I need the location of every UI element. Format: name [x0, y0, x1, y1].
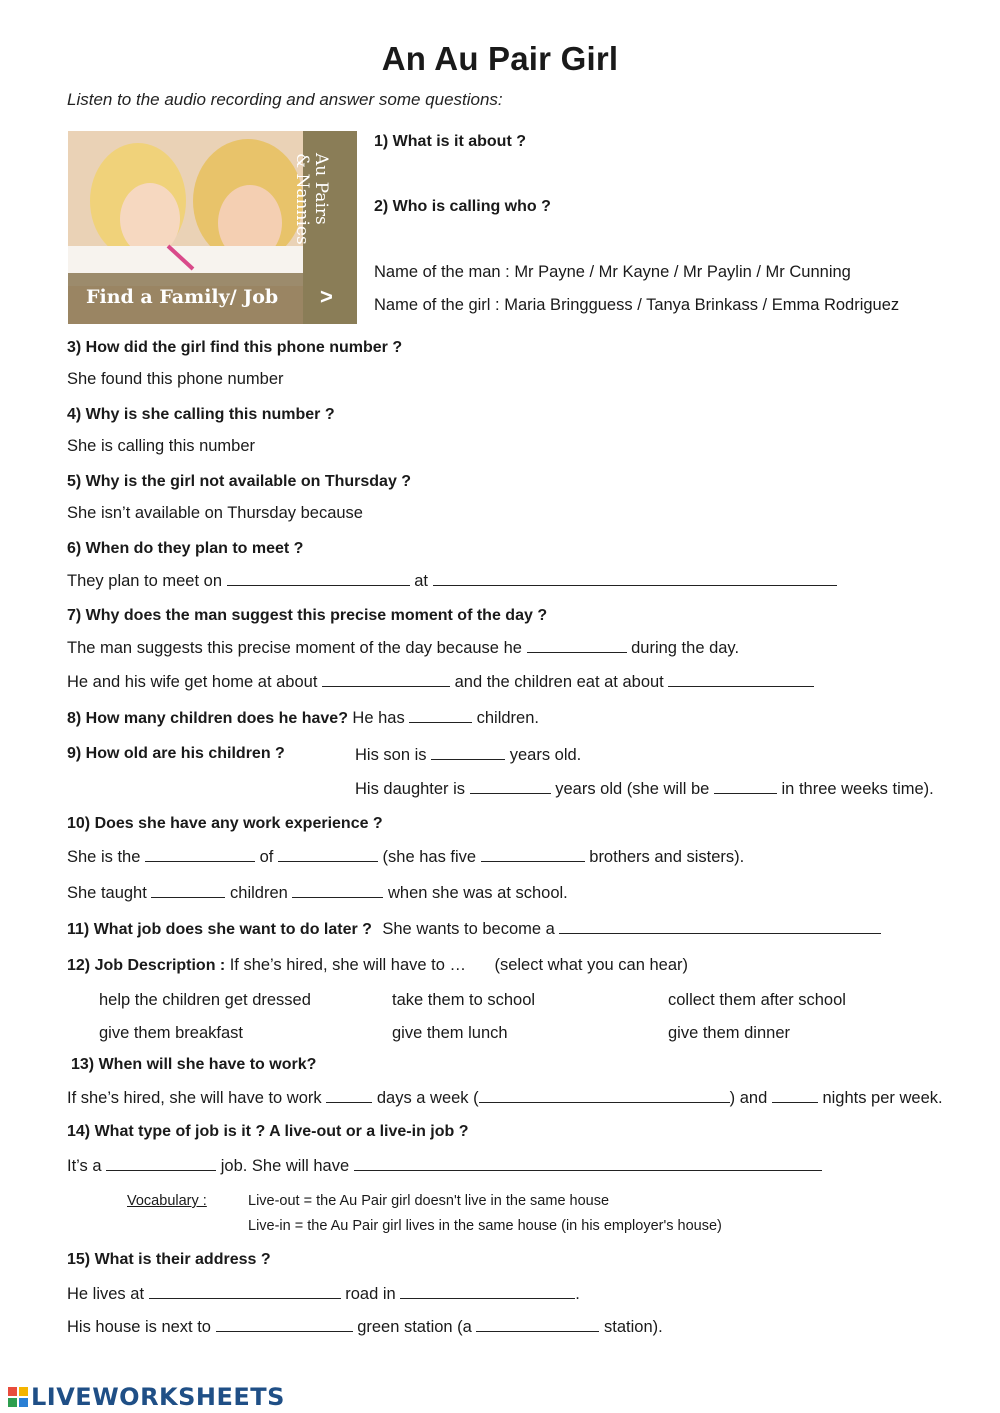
question-8: 8) How many children does he have? [67, 710, 348, 727]
work-days-detail-blank[interactable] [479, 1088, 730, 1103]
answer-15-line-1 [67, 1284, 580, 1304]
answer-10-line-1 [67, 847, 744, 867]
road-name-blank[interactable] [149, 1284, 341, 1299]
question-12-note: (select what you can hear) [494, 956, 688, 974]
side-text-line2: & Nannies [292, 153, 312, 245]
question-13: 13) When will she have to work? [71, 1056, 317, 1073]
answer-15-text-4: His house is next to [67, 1318, 211, 1336]
question-1: 1) What is it about ? [374, 133, 526, 150]
question-12-rest: If she’s hired, she will have to … [229, 956, 467, 974]
answer-4: She is calling this number [67, 437, 256, 455]
answer-10-text-2: of [259, 848, 274, 866]
answer-9-text-2: years old. [509, 746, 582, 764]
answer-13-text-3: ) and [729, 1089, 768, 1107]
option-collect[interactable]: collect them after school [668, 991, 846, 1009]
dinner-time-blank[interactable] [668, 672, 814, 687]
son-age-blank[interactable] [431, 745, 505, 760]
au-pair-photo [68, 131, 357, 324]
answer-10-text-5: She taught [67, 884, 147, 902]
answer-13-text-4: nights per week. [822, 1089, 943, 1107]
daughter-age-blank[interactable] [470, 779, 551, 794]
au-pairs-nannies-label [292, 153, 330, 245]
answer-6-text-1: They plan to meet on [67, 572, 223, 590]
answer-7-text-1: The man suggests this precise moment of the day because he [67, 639, 522, 657]
question-12: 12) Job Description : [67, 957, 226, 974]
option-dinner[interactable]: give them dinner [668, 1024, 790, 1042]
logo-squares-icon [8, 1387, 28, 1407]
answer-15-line-2 [67, 1317, 663, 1337]
question-12-row [67, 956, 688, 975]
instructions: Listen to the audio recording and answer some questions: [67, 90, 503, 109]
answer-10-text-6: children [230, 884, 288, 902]
question-15: 15) What is their address ? [67, 1251, 271, 1268]
answer-10-text-1: She is the [67, 848, 141, 866]
answer-9-text-5: in three weeks time). [781, 780, 934, 798]
answer-14 [67, 1156, 822, 1176]
home-time-blank[interactable] [322, 672, 450, 687]
vocabulary-label: Vocabulary : [127, 1193, 207, 1209]
answer-10-text-4: brothers and sisters). [589, 848, 745, 866]
page-title: An Au Pair Girl [381, 40, 619, 77]
answer-14-text-2: job. She will have [220, 1157, 350, 1175]
station-type-blank[interactable] [476, 1317, 599, 1332]
option-breakfast[interactable]: give them breakfast [99, 1024, 243, 1042]
question-4: 4) Why is she calling this number ? [67, 406, 335, 423]
answer-15-text-5: green station (a [357, 1318, 472, 1336]
answer-13-text-2: days a week ( [376, 1089, 479, 1107]
question-10: 10) Does she have any work experience ? [67, 815, 383, 832]
sibling-rank-blank[interactable] [145, 847, 255, 862]
answer-8-text-1: He has [352, 709, 405, 727]
town-blank[interactable] [400, 1284, 575, 1299]
answer-15-text-1: He lives at [67, 1285, 145, 1303]
job-type-blank[interactable] [106, 1156, 216, 1171]
meet-time-blank[interactable] [433, 571, 837, 586]
answer-10-text-3: (she has five [382, 848, 477, 866]
question-8-row [67, 708, 539, 728]
answer-15-text-3: . [575, 1285, 580, 1303]
man-activity-blank[interactable] [527, 638, 627, 653]
answer-10-text-7: when she was at school. [388, 884, 568, 902]
chevron-right-icon: > [320, 284, 333, 309]
work-nights-blank[interactable] [772, 1088, 818, 1103]
children-count-blank[interactable] [409, 708, 472, 723]
answer-5: She isn’t available on Thursday because [67, 504, 363, 522]
question-2: 2) Who is calling who ? [374, 198, 551, 215]
answer-7-text-2: during the day. [631, 639, 740, 657]
taught-count-blank[interactable] [151, 883, 225, 898]
question-9: 9) How old are his children ? [67, 745, 285, 762]
daughter-future-age-blank[interactable] [714, 779, 777, 794]
answer-8-text-2: children. [476, 709, 539, 727]
answer-3: She found this phone number [67, 370, 284, 388]
answer-6 [67, 571, 837, 591]
option-dressed[interactable]: help the children get dressed [99, 991, 311, 1009]
girl-name-options: Name of the girl : Maria Bringguess / Tanya Brinkass / Emma Rodriguez [374, 296, 900, 314]
work-days-blank[interactable] [326, 1088, 372, 1103]
liveworksheets-logo[interactable] [8, 1383, 285, 1411]
answer-7-line-2 [67, 672, 814, 692]
man-name-options: Name of the man : Mr Payne / Mr Kayne / Mr Paylin / Mr Cunning [374, 263, 851, 281]
answer-9-line-2 [355, 779, 934, 799]
answer-9-text-1: His son is [355, 746, 427, 764]
sibling-total-blank[interactable] [278, 847, 378, 862]
question-7: 7) Why does the man suggest this precise moment of the day ? [67, 607, 548, 624]
answer-14-text-1: It’s a [67, 1157, 102, 1175]
question-11-row [67, 919, 881, 939]
answer-13 [67, 1088, 943, 1108]
answer-10-line-2 [67, 883, 568, 903]
answer-7-text-3: He and his wife get home at about [67, 673, 318, 691]
future-job-blank[interactable] [559, 919, 881, 934]
question-5: 5) Why is the girl not available on Thursday ? [67, 473, 412, 490]
answer-6-text-2: at [414, 572, 428, 590]
job-detail-blank[interactable] [354, 1156, 822, 1171]
logo-text: LIVEWORKSHEETS [31, 1383, 285, 1411]
siblings-blank[interactable] [481, 847, 585, 862]
answer-7-text-4: and the children eat at about [454, 673, 664, 691]
side-text-line1: Au Pairs [311, 153, 331, 225]
next-to-blank[interactable] [216, 1317, 353, 1332]
answer-7-line-1 [67, 638, 739, 658]
question-3: 3) How did the girl find this phone number ? [67, 339, 403, 356]
vocabulary-live-out: Live-out = the Au Pair girl doesn't live in the same house [248, 1193, 610, 1209]
vocabulary-live-in: Live-in = the Au Pair girl lives in the same house (in his employer's house) [248, 1218, 722, 1234]
question-14: 14) What type of job is it ? A live-out or a live-in job ? [67, 1123, 469, 1140]
answer-9-line-1 [355, 745, 581, 765]
question-6: 6) When do they plan to meet ? [67, 540, 304, 557]
answer-13-text-1: If she’s hired, she will have to work [67, 1089, 322, 1107]
taught-detail-blank[interactable] [292, 883, 383, 898]
find-family-label: Find a Family/ Job [86, 286, 279, 308]
answer-9-text-4: years old (she will be [555, 780, 710, 798]
answer-15-text-6: station). [604, 1318, 663, 1336]
meet-day-blank[interactable] [227, 571, 410, 586]
question-11: 11) What job does she want to do later ? [67, 921, 372, 938]
answer-11-text: She wants to become a [382, 920, 555, 938]
option-school[interactable]: take them to school [392, 991, 536, 1009]
option-lunch[interactable]: give them lunch [392, 1024, 508, 1042]
answer-15-text-2: road in [345, 1285, 396, 1303]
answer-9-text-3: His daughter is [355, 780, 466, 798]
